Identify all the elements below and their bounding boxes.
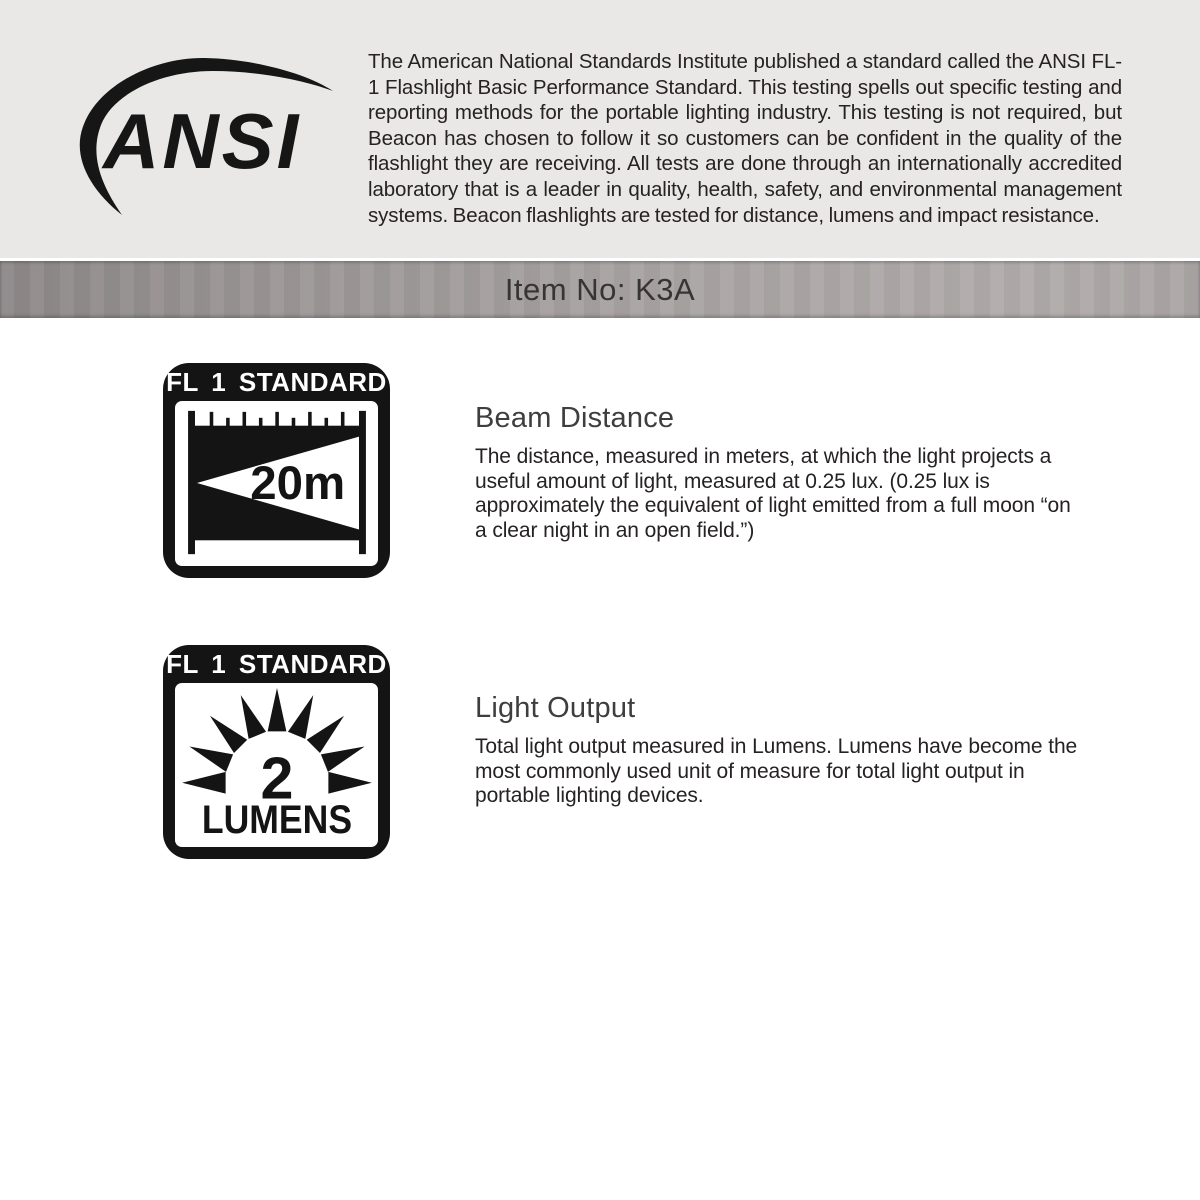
lumens-unit-label: LUMENS [201,798,353,843]
fl1-lumens-badge [163,645,390,859]
beam-distance-icon-svg [175,401,378,566]
intro-paragraph: The American National Standards Institute published a standard called the ANSI FL-1 Flashlight Basic Performance Standard. This testing spells out specific testing and reporting methods for the portable lighting industry. This testing is not required, but Beacon has chosen to follow it so customers can be confident in the quality of the flashlight they are receiving. All tests are done through an internationally accredited laboratory that is a leader in quality, health, safety, and environmental management systems. Beacon flashlights are tested for distance, lumens and impact resistance. [368,50,1122,227]
fl1-beam-badge [163,363,390,578]
lumens-value: 2 [260,744,294,812]
fl1-badge-title: FL 1 STANDARD [166,366,387,397]
header-panel [0,0,1200,258]
light-output-text-block [475,692,1083,809]
item-number-label: Item No: K3A [504,271,696,307]
beam-distance-ruler-icon [175,401,378,566]
item-number-bar [0,261,1200,318]
beam-distance-title: Beam Distance [475,402,675,434]
ansi-logo [75,53,337,221]
light-output-sunburst-icon [175,683,378,847]
fl1-badge-title: FL 1 STANDARD [166,648,387,679]
light-output-description: Total light output measured in Lumens. Lumens have become the most commonly used unit of measure for total light output in portable lighting devices. [475,735,1078,808]
beam-distance-value: 20m [250,456,346,510]
ansi-logo-text: ANSI [103,97,302,185]
beam-distance-description: The distance, measured in meters, at which the light projects a useful amount of light, measured at 0.25 lux. (0.25 lux is approximately the equivalent of light emitted from a full moon “on a clear night in an open field.”) [475,445,1071,542]
light-output-title: Light Output [475,692,636,724]
beam-distance-text-block [475,402,1083,543]
light-output-icon-svg [175,683,378,847]
